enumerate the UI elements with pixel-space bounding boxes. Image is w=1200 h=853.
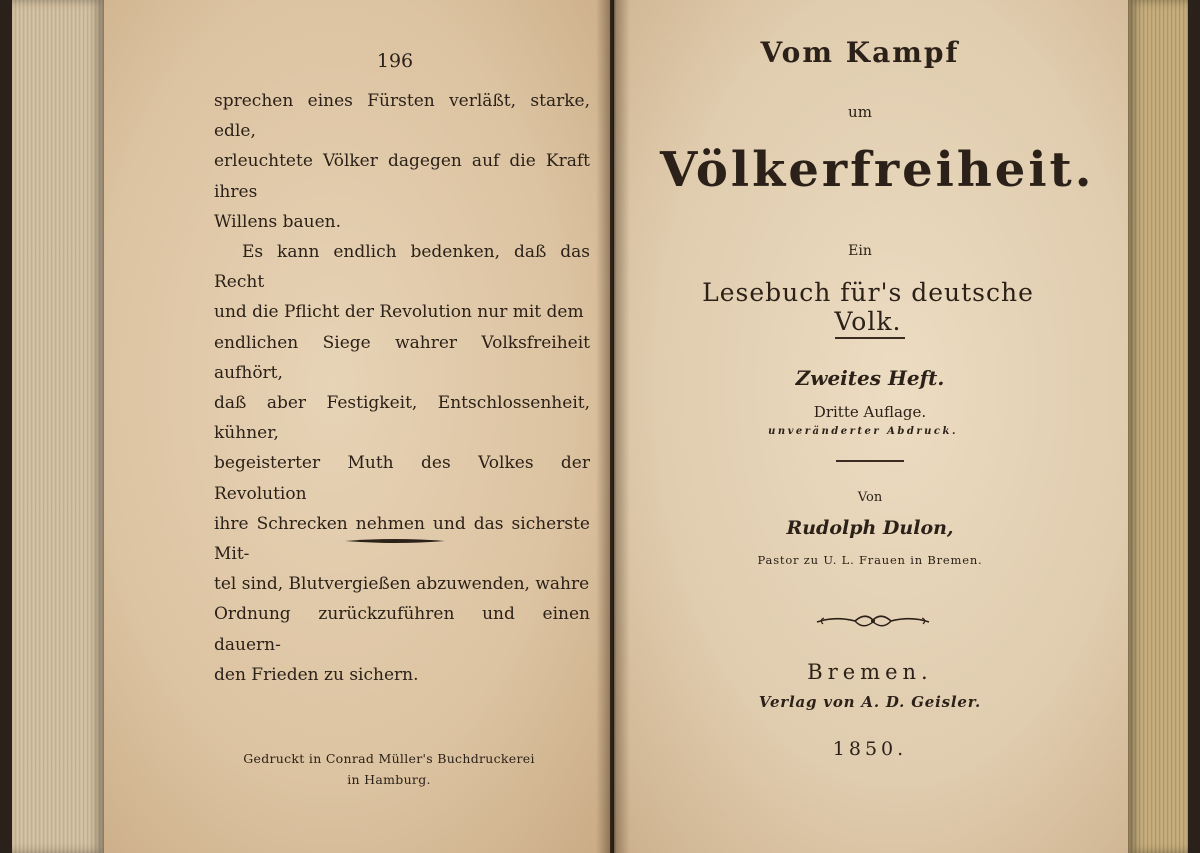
text-line: sprechen eines Fürsten verläßt, starke, edle, (214, 91, 590, 142)
text-line: Willens bauen. (214, 211, 342, 232)
rule-divider (835, 337, 905, 339)
subtitle-ein: Ein (848, 243, 872, 259)
text-line: Es kann endlich bedenken, daß das Recht (214, 242, 590, 293)
author-role: Pastor zu U. L. Frauen in Bremen. (757, 553, 983, 567)
text-line: und die Pflicht der Revolution nur mit dem (214, 302, 584, 323)
text-line: daß aber Festigkeit, Entschlossenheit, kühner, (214, 393, 590, 444)
imprint-line: in Hamburg. (347, 772, 431, 787)
left-page-edges (12, 0, 104, 853)
issue-label: Zweites Heft. (795, 366, 945, 390)
text-line: Ordnung zurückzuführen und einen dauern- (214, 604, 590, 655)
printer-imprint (236, 748, 542, 790)
imprint-line: Gedruckt in Conrad Müller's Buchdruckerei (243, 751, 535, 766)
edition-label: Dritte Auflage. (813, 403, 927, 421)
main-title: Völkerfreiheit. (660, 142, 1095, 198)
text-line: tel sind, Blutvergießen abzuwenden, wahre (214, 574, 590, 595)
right-page-edges (1128, 0, 1188, 853)
title-um: um (848, 103, 872, 121)
text-line: den Frieden zu sichern. (214, 664, 419, 685)
publication-year: 1850. (832, 738, 908, 760)
text-line: erleuchtete Völker dagegen auf die Kraft ihres (214, 151, 590, 202)
by-label: Von (857, 490, 883, 505)
publisher: Verlag von A. D. Geisler. (758, 693, 982, 711)
text-line: begeisterter Muth des Volkes der Revolution (214, 453, 590, 504)
book-gutter (596, 0, 630, 853)
flourish-ornament (815, 608, 931, 634)
title-top: Vom Kampf (760, 36, 960, 69)
reprint-note: unveränderter Abdruck. (768, 426, 958, 437)
divider-ornament (345, 534, 445, 548)
publication-place: Bremen. (807, 660, 933, 684)
text-line: ihre Schrecken nehmen und das sicherste Mit- (214, 513, 590, 565)
text-line: endlichen Siege wahrer Volksfreiheit aufhört, (214, 332, 590, 383)
subtitle: Lesebuch für's deutsche Volk. (702, 278, 1034, 336)
rule-divider (836, 460, 904, 462)
body-text (214, 86, 590, 690)
author-name: Rudolph Dulon, (786, 517, 954, 539)
page-number: 196 (376, 50, 414, 72)
